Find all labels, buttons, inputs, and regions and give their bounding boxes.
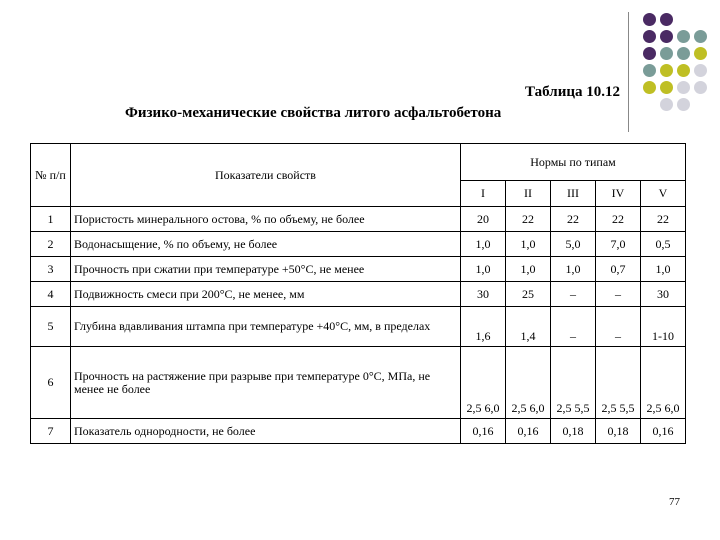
property-name: Показатель однородности, не более [71,419,461,444]
value-cell: 0,16 [461,419,506,444]
value-cell: 2,5 5,5 [596,347,641,419]
table-row [31,307,686,347]
property-name: Прочность при сжатии при температуре +50°С, не менее [71,257,461,282]
value-cell: 1,0 [461,232,506,257]
table-row [31,207,686,232]
value-cell: 5,0 [551,232,596,257]
header-norms: Нормы по типам [461,144,686,181]
page-number: 77 [669,496,680,508]
decor-dot [660,81,673,94]
decor-dot [643,13,656,26]
value-cell: 0,18 [551,419,596,444]
header-row [31,144,686,181]
value-cell: 1,6 [461,307,506,347]
decor-dot [677,47,690,60]
decor-dot [660,13,673,26]
value-cell: 1,0 [551,257,596,282]
decor-dot [660,64,673,77]
header-num: № п/п [31,144,71,207]
property-name: Подвижность смеси при 200°С, не менее, мм [71,282,461,307]
table-row [31,419,686,444]
value-cell: 0,5 [641,232,686,257]
row-number: 4 [31,282,71,307]
value-cell: – [551,282,596,307]
value-cell: 1,0 [506,257,551,282]
value-cell: 22 [596,207,641,232]
value-cell: – [551,307,596,347]
decor-dot [643,81,656,94]
property-name: Прочность на растяжение при разрыве при температуре 0°С, МПа, не менее не более [71,347,461,419]
value-cell: 0,16 [641,419,686,444]
value-cell: 22 [506,207,551,232]
type-header: II [506,181,551,207]
decor-dot [677,98,690,111]
row-number: 6 [31,347,71,419]
decor-dot [677,81,690,94]
decorative-dot-grid [640,10,720,120]
row-number: 2 [31,232,71,257]
value-cell: – [596,307,641,347]
row-number: 5 [31,307,71,347]
decorative-vertical-line [628,12,629,132]
value-cell: 22 [641,207,686,232]
value-cell: 0,7 [596,257,641,282]
property-name: Пористость минерального остова, % по объему, не более [71,207,461,232]
table-row [31,347,686,419]
decor-dot [643,47,656,60]
row-number: 1 [31,207,71,232]
value-cell: 20 [461,207,506,232]
type-header: IV [596,181,641,207]
decor-dot [660,98,673,111]
type-header: III [551,181,596,207]
value-cell: 2,5 5,5 [551,347,596,419]
property-name: Глубина вдавливания штампа при температуре +40°С, мм, в пределах [71,307,461,347]
row-number: 3 [31,257,71,282]
decor-dot [694,47,707,60]
type-header: I [461,181,506,207]
value-cell: 1,0 [461,257,506,282]
table-title: Физико-механические свойства литого асфальтобетона [125,105,502,121]
decor-dot [694,64,707,77]
type-header: V [641,181,686,207]
value-cell: 1,4 [506,307,551,347]
value-cell: 1,0 [506,232,551,257]
table-row [31,257,686,282]
header-property: Показатели свойств [71,144,461,207]
value-cell: 22 [551,207,596,232]
property-name: Водонасыщение, % по объему, не более [71,232,461,257]
table-label: Таблица 10.12 [525,84,620,100]
value-cell: 2,5 6,0 [641,347,686,419]
decor-dot [660,30,673,43]
value-cell: 30 [641,282,686,307]
value-cell: 2,5 6,0 [461,347,506,419]
row-number: 7 [31,419,71,444]
decor-dot [643,64,656,77]
properties-table [30,143,686,444]
value-cell: – [596,282,641,307]
value-cell: 0,18 [596,419,641,444]
value-cell: 30 [461,282,506,307]
decor-dot [677,30,690,43]
decor-dot [643,30,656,43]
value-cell: 1-10 [641,307,686,347]
table-row [31,282,686,307]
decor-dot [677,64,690,77]
decor-dot [660,47,673,60]
decor-dot [694,81,707,94]
table-row [31,232,686,257]
decor-dot [694,30,707,43]
value-cell: 0,16 [506,419,551,444]
value-cell: 2,5 6,0 [506,347,551,419]
value-cell: 7,0 [596,232,641,257]
value-cell: 1,0 [641,257,686,282]
value-cell: 25 [506,282,551,307]
